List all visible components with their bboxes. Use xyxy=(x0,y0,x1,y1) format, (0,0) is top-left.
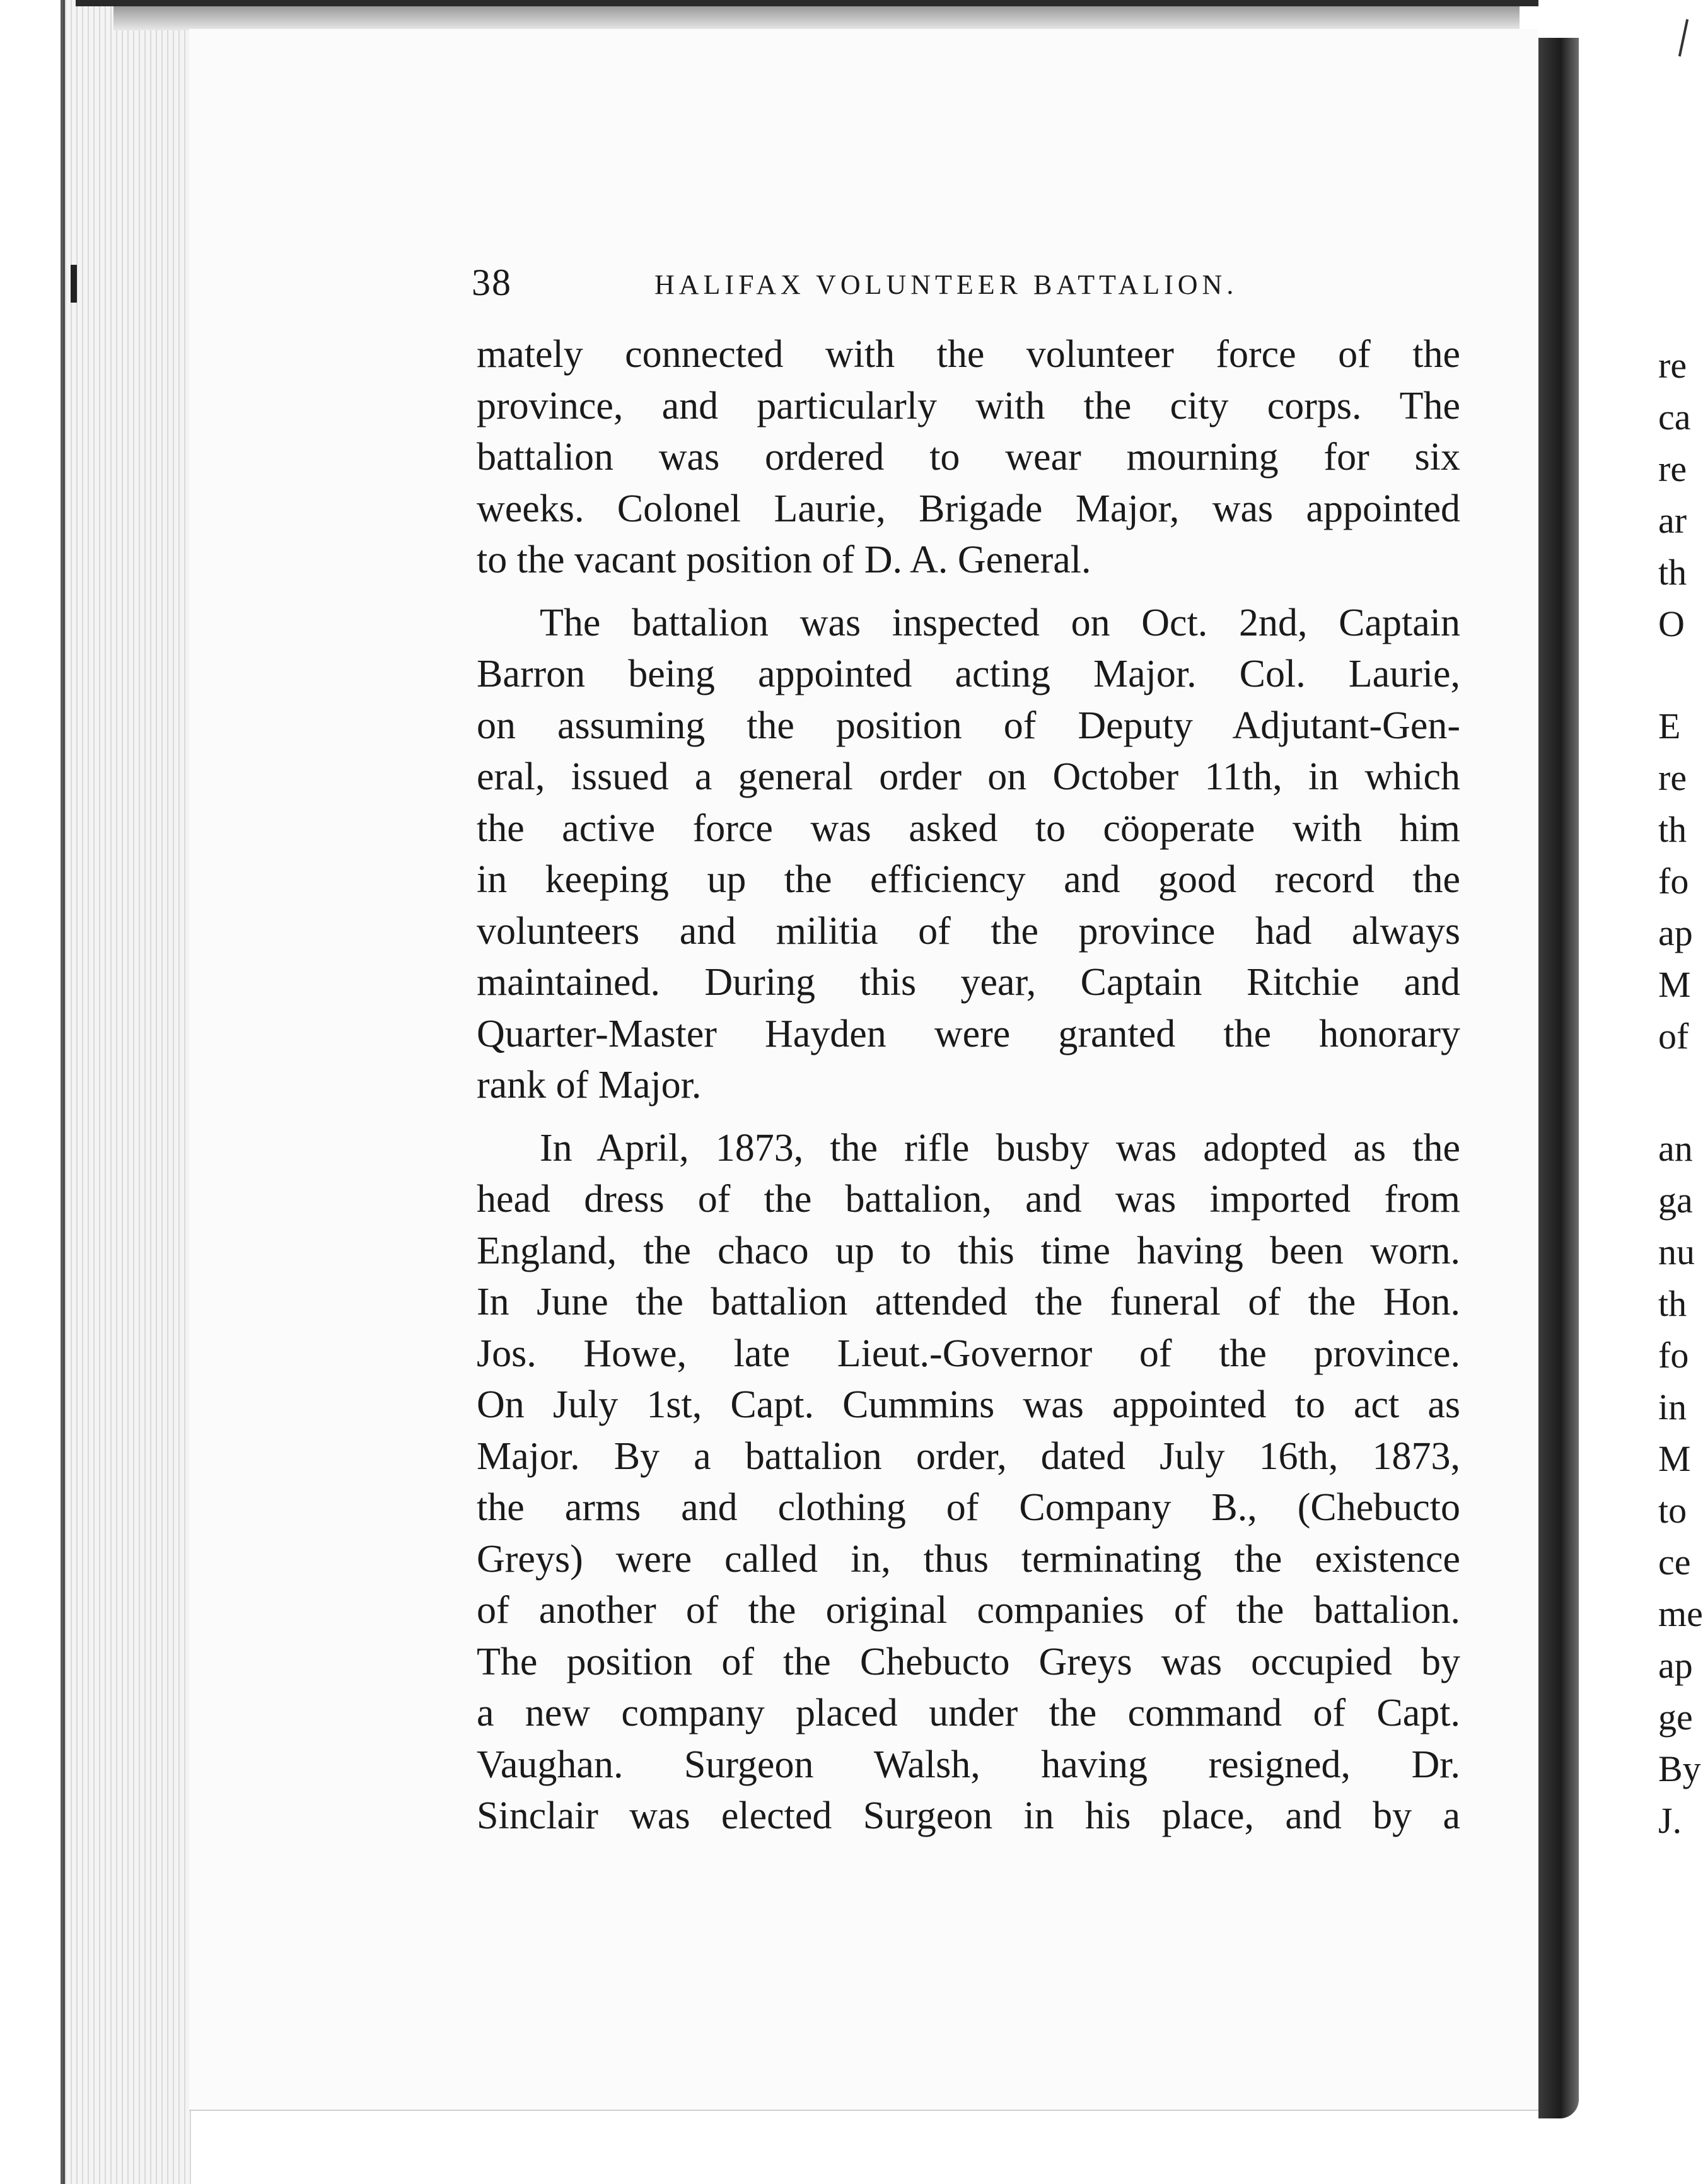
text-line: Quarter-Master Hayden were granted the honorary xyxy=(477,1012,1460,1055)
binding-mark xyxy=(71,265,77,303)
text-line: On July 1st, Capt. Cummins was appointed to act as xyxy=(477,1383,1460,1426)
text-line: mately connected with the volunteer force of the xyxy=(477,333,1460,376)
book-top-edge xyxy=(76,0,1538,6)
facing-page-fragment: nu xyxy=(1658,1231,1695,1272)
text-line: eral, issued a general order on October 11th, in which xyxy=(477,755,1460,798)
text-line: In June the battalion attended the funeral of the Hon. xyxy=(477,1281,1460,1323)
facing-page-fragment: By xyxy=(1658,1748,1701,1789)
page-edge-mark xyxy=(1678,19,1688,57)
facing-page-fragment: ga xyxy=(1658,1180,1693,1221)
text-line: to the vacant position of D. A. General. xyxy=(477,538,1091,581)
facing-page-fragment: me xyxy=(1658,1593,1703,1634)
facing-page-fragment: re xyxy=(1658,345,1687,386)
text-line: province, and particularly with the city corps. The xyxy=(477,384,1460,427)
text-line: rank of Major. xyxy=(477,1064,702,1107)
facing-page-fragment: an xyxy=(1658,1128,1693,1169)
body-text xyxy=(477,329,1460,1842)
text-line: in keeping up the efficiency and good record the xyxy=(477,858,1460,901)
text-line: Greys) were called in, thus terminating the existence xyxy=(477,1537,1460,1581)
stacked-page-edges xyxy=(63,0,191,2184)
text-line: Major. By a battalion order, dated July 16th, 1873, xyxy=(477,1434,1460,1478)
text-line: the arms and clothing of Company B., (Chebucto xyxy=(477,1486,1460,1529)
text-line: The battalion was inspected on Oct. 2nd, Captain xyxy=(540,601,1460,644)
book-top-shadow xyxy=(113,6,1520,30)
facing-page-fragment: ca xyxy=(1658,397,1691,438)
facing-page-fragment: re xyxy=(1658,757,1687,798)
text-line: Sinclair was elected Surgeon in his place, and by a xyxy=(477,1794,1460,1837)
facing-page-fragment: re xyxy=(1658,448,1687,489)
text-line: Barron being appointed acting Major. Col. Laurie, xyxy=(477,653,1460,695)
text-line: England, the chaco up to this time having been worn. xyxy=(477,1229,1460,1272)
page-number: 38 xyxy=(472,262,512,303)
text-line: Vaughan. Surgeon Walsh, having resigned, Dr. xyxy=(477,1743,1460,1786)
text-line: In April, 1873, the rifle busby was adopted as the xyxy=(540,1126,1460,1170)
facing-page-fragment: in xyxy=(1658,1386,1687,1427)
book-edge-shadow xyxy=(0,0,63,2184)
book-gutter xyxy=(1538,38,1579,2118)
facing-page-fragment: ar xyxy=(1658,500,1687,541)
text-line: of another of the original companies of the battalion. xyxy=(477,1589,1460,1632)
facing-page-fragment: fo xyxy=(1658,1335,1689,1376)
text-line: the active force was asked to cöoperate with him xyxy=(477,806,1460,850)
facing-page-fragment: of xyxy=(1658,1016,1689,1057)
facing-page-fragment: th xyxy=(1658,552,1687,593)
text-line: a new company placed under the command of Capt. xyxy=(477,1692,1460,1734)
facing-page xyxy=(1579,0,1697,2184)
text-line: battalion was ordered to wear mourning for six xyxy=(477,436,1460,479)
facing-page-fragment: ce xyxy=(1658,1542,1691,1583)
facing-page-fragment: M xyxy=(1658,1438,1691,1479)
running-header xyxy=(472,257,1304,308)
facing-page-fragment: M xyxy=(1658,964,1691,1005)
facing-page-fragment: J. xyxy=(1658,1800,1682,1841)
facing-page-fragment: to xyxy=(1658,1490,1687,1531)
facing-page-fragment: th xyxy=(1658,809,1687,850)
facing-page-fragment: ge xyxy=(1658,1697,1693,1738)
facing-page-fragment: fo xyxy=(1658,861,1689,902)
facing-page-fragment: ap xyxy=(1658,912,1693,953)
text-line: The position of the Chebucto Greys was occupied by xyxy=(477,1640,1460,1683)
text-line: maintained. During this year, Captain Ritchie and xyxy=(477,961,1460,1004)
running-title: HALIFAX VOLUNTEER BATTALION. xyxy=(654,269,1238,300)
text-line: head dress of the battalion, and was imported from xyxy=(477,1178,1460,1221)
text-line: on assuming the position of Deputy Adjutant-Gen- xyxy=(477,704,1460,747)
text-line: weeks. Colonel Laurie, Brigade Major, was appointed xyxy=(477,487,1460,530)
text-line: volunteers and militia of the province had always xyxy=(477,909,1460,953)
facing-page-fragment: th xyxy=(1658,1283,1687,1324)
facing-page-fragment: ap xyxy=(1658,1645,1693,1686)
text-line: Jos. Howe, late Lieut.-Governor of the province. xyxy=(477,1332,1460,1375)
facing-page-fragment: O xyxy=(1658,603,1685,644)
facing-page-fragment: E xyxy=(1658,706,1681,746)
